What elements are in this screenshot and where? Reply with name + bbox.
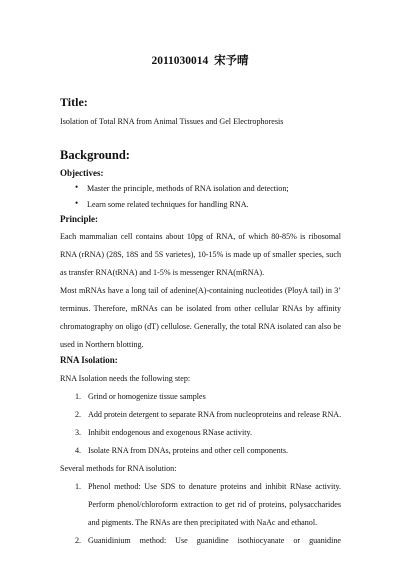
method-line: Perform phenol/chloroform extraction to get rid of proteins, polysaccharides (88, 500, 341, 509)
principle-heading: Principle: (60, 214, 98, 224)
principle-line: RNA (rRNA) (28S, 18S and 5S varietes), 10-15% is made up of smaller species, such (60, 250, 341, 259)
background-heading: Background: (60, 148, 130, 162)
step-text: Grind or homogenize tissue samples (88, 392, 206, 401)
principle-line: used in Northern blotting. (60, 340, 144, 349)
method-number: 2. (75, 536, 82, 545)
method-number: 1. (75, 482, 82, 491)
title-heading: Title: (60, 95, 88, 109)
principle-line: terminus. Therefore, mRNAs can be isolated from other cellular RNAs by affinity (60, 304, 341, 313)
step-text: Isolate RNA from DNAs, proteins and other cell components. (88, 446, 289, 455)
step-number: 3. (75, 428, 82, 437)
rna-isolation-intro: RNA Isolation needs the following step: (60, 374, 191, 383)
student-id: 2011030014 (151, 55, 209, 67)
principle-line: Each mammalian cell contains about 10pg of RNA, of which 80-85% is ribosomal (60, 232, 341, 241)
bullet-icon: • (75, 198, 79, 208)
methods-intro: Several methods for RNA isolution: (60, 464, 177, 473)
title-text: Isolation of Total RNA from Animal Tissues and Gel Electrophoresis (60, 117, 284, 126)
objective-item: Learn some related techniques for handling RNA. (87, 200, 249, 209)
step-number: 2. (75, 410, 82, 419)
principle-line: Most mRNAs have a long tail of adenine(A)-containing nucleotides (PloyA tail) in 3’ (60, 286, 341, 295)
step-text: Inhibit endogenous and exogenous RNase activity. (88, 428, 253, 437)
step-text: Add protein detergent to separate RNA from nucleoproteins and release RNA. (88, 410, 342, 419)
method-line: Guanidinium method: Use guanidine isothiocyanate or guanidine (88, 536, 341, 545)
method-line: and pigments. The RNAs are then precipitated with NaAc and ethanol. (88, 518, 318, 527)
principle-line: as transfer RNA(tRNA) and 1-5% is messenger RNA(mRNA). (60, 268, 265, 277)
method-line: Phenol method: Use SDS to denature proteins and inhibit RNase activity. (88, 482, 341, 491)
principle-line: chromatography on oligo (dT) cellulose. Generally, the total RNA isolated can also be (60, 322, 341, 331)
step-number: 4. (75, 446, 82, 455)
student-header (0, 52, 400, 68)
objectives-heading: Objectives: (60, 168, 104, 178)
rna-isolation-heading: RNA Isolation: (60, 355, 118, 365)
step-number: 1. (75, 392, 82, 401)
student-name: 宋予晴 (214, 55, 249, 67)
bullet-icon: • (75, 182, 79, 192)
objective-item: Master the principle, methods of RNA isolation and detection; (87, 184, 289, 193)
